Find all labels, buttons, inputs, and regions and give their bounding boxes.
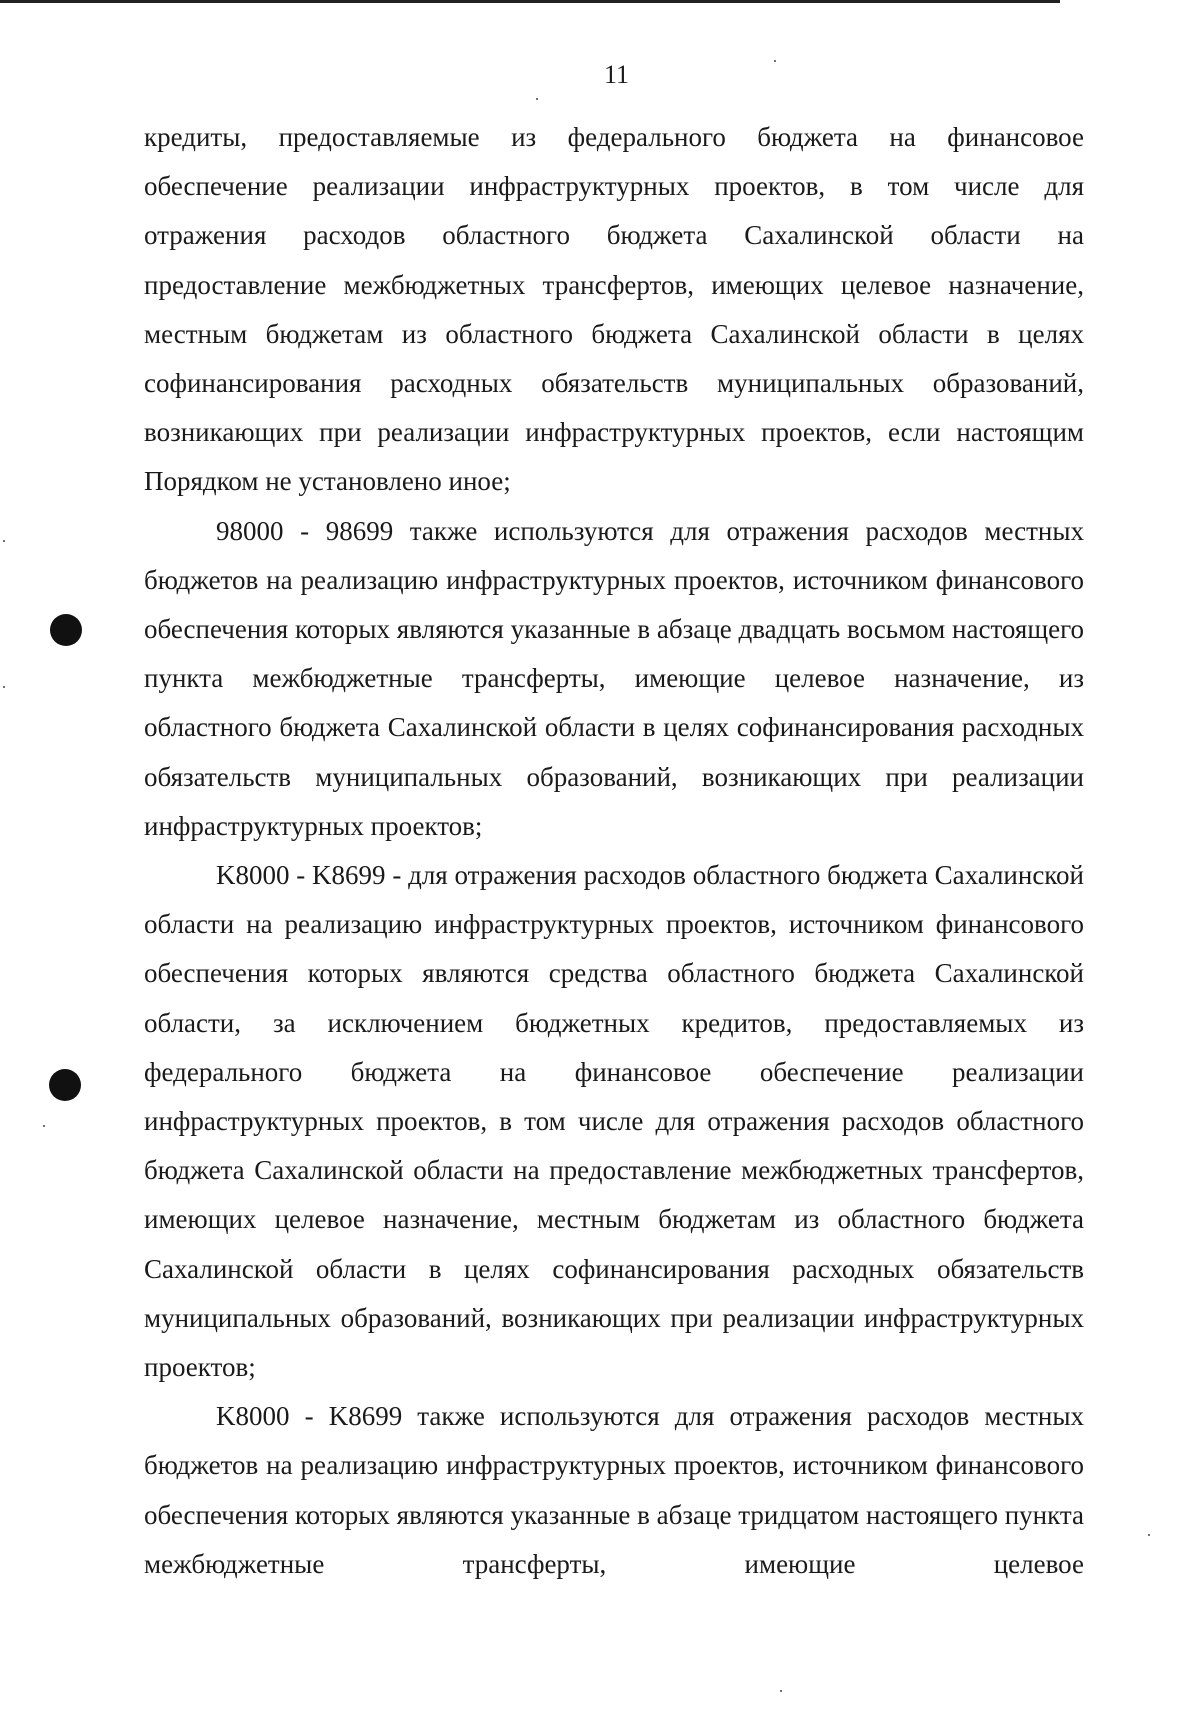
paragraph-continuation: кредиты, предоставляемые из федерального бюджета на финансовое обеспечение реализации инфраструктурных проектов, в том числе для отражения расходов областного бюджета Сахалинской области на предоставление межбюджетных трансфертов, имеющих целевое назначение, местным бюджетам из областного бюджета Сахалинской области в целях софинансирования расходных обязательств муниципальных образований, возникающих при реализации инфраструктурных проектов, если настоящим Порядком не установлено иное; <box>144 122 1084 497</box>
top-scan-edge <box>0 0 1060 3</box>
paragraph-k8000-k8699: K8000 - K8699 - для отражения расходов областного бюджета Сахалинской области на реализацию инфраструктурных проектов, источником финансового обеспечения которых являются средства областного бюджета Сахалинской области, за исключением бюджетных кредитов, предоставляемых из федерального бюджета на финансовое обеспечение реализации инфраструктурных проектов, в том числе для отражения расходов областного бюджета Сахалинской области на предоставление межбюджетных трансфертов, имеющих целевое назначение, местным бюджетам из областного бюджета Сахалинской области в целях софинансирования расходных обязательств муниципальных образований, возникающих при реализации инфраструктурных проектов; <box>144 860 1084 1383</box>
paragraph-k8000-k8699-local: K8000 - K8699 также используются для отражения расходов местных бюджетов на реализацию инфраструктурных проектов, источником финансового обеспечения которых являются указанные в абзаце тридцатом настоящего пункта межбюджетные трансферты, имеющие целевое <box>144 1401 1084 1579</box>
punch-hole-lower <box>49 1069 81 1101</box>
paragraph-98000-98699: 98000 - 98699 также используются для отражения расходов местных бюджетов на реализацию инфраструктурных проектов, источником финансового обеспечения которых являются указанные в абзаце двадцать восьмом настоящего пункта межбюджетные трансферты, имеющие целевое назначение, из областного бюджета Сахалинской области в целях софинансирования расходных обязательств муниципальных образований, возникающих при реализации инфраструктурных проектов; <box>144 515 1084 841</box>
scan-speck <box>3 686 5 688</box>
scan-speck <box>43 1125 45 1127</box>
scan-speck <box>774 60 776 62</box>
scan-speck <box>780 1690 782 1692</box>
scan-speck <box>3 540 5 542</box>
page-number: 11 <box>603 60 630 89</box>
document-body <box>144 113 1084 1589</box>
scan-speck <box>536 98 538 100</box>
scan-speck <box>1148 1534 1150 1536</box>
punch-hole-upper <box>50 614 82 646</box>
